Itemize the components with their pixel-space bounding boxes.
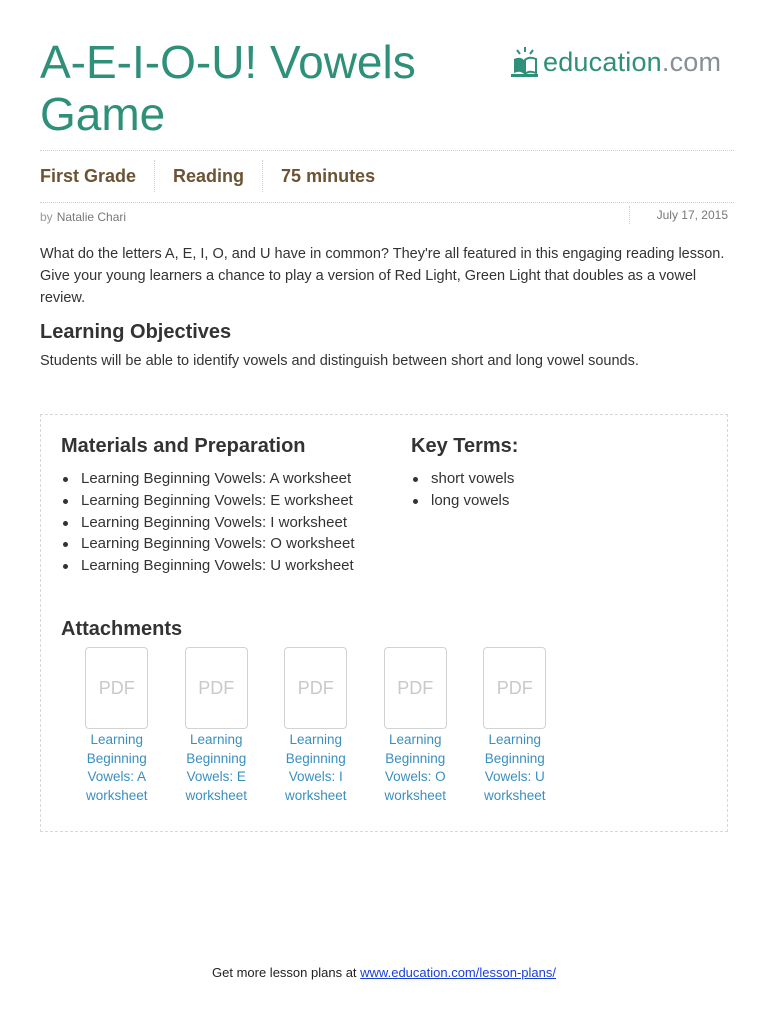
attachment-item[interactable] (465, 647, 565, 805)
attachment-item[interactable] (366, 647, 466, 805)
attachment-link[interactable]: Learning Beginning Vowels: O worksheet (384, 732, 447, 803)
divider (154, 160, 155, 192)
pdf-file-icon[interactable]: PDF (185, 647, 248, 729)
attachment-item[interactable] (67, 647, 167, 805)
materials-heading: Materials and Preparation (61, 435, 306, 457)
divider (40, 202, 734, 203)
by-prefix: by (40, 210, 53, 224)
objectives-text: Students will be able to identify vowels and distinguish between short and long vowel sounds. (40, 353, 639, 369)
pdf-file-icon[interactable]: PDF (284, 647, 347, 729)
materials-box (40, 414, 728, 832)
footer-text: Get more lesson plans at (212, 965, 361, 980)
list-item: short vowels (411, 468, 514, 490)
lesson-meta-bar (40, 160, 375, 192)
pdf-file-icon[interactable]: PDF (483, 647, 546, 729)
bullet-icon (63, 477, 68, 482)
attachment-link[interactable]: Learning Beginning Vowels: U worksheet (483, 732, 546, 803)
intro-paragraph: What do the letters A, E, I, O, and U have in common? They're all featured in this engaging reading lesson. Give your young learners a chance to play a version of Red Light, Green Light that doubles as a vowel review. (40, 246, 725, 306)
key-terms-heading: Key Terms: (411, 435, 519, 457)
author-name: Natalie Chari (56, 210, 127, 224)
lesson-plans-link[interactable]: www.education.com/lesson-plans/ (360, 965, 556, 980)
list-item: Learning Beginning Vowels: A worksheet (61, 468, 355, 490)
list-item: Learning Beginning Vowels: I worksheet (61, 512, 355, 534)
pdf-file-icon[interactable]: PDF (85, 647, 148, 729)
attachment-item[interactable] (266, 647, 366, 805)
list-item: Learning Beginning Vowels: O worksheet (61, 533, 355, 555)
bullet-icon (63, 564, 68, 569)
bullet-icon (63, 499, 68, 504)
open-book-lightbulb-icon (508, 43, 542, 81)
attachment-link[interactable]: Learning Beginning Vowels: I worksheet (284, 732, 347, 803)
logo-wordmark: education.com (543, 46, 722, 77)
grade-label: First Grade (40, 165, 137, 186)
attachment-link[interactable]: Learning Beginning Vowels: E worksheet (185, 732, 248, 803)
divider (262, 160, 263, 192)
bullet-icon (63, 542, 68, 547)
bullet-icon (413, 499, 418, 504)
education-logo[interactable] (508, 42, 730, 82)
divider (40, 150, 734, 151)
divider (629, 206, 630, 224)
attachment-link[interactable]: Learning Beginning Vowels: A worksheet (85, 732, 148, 803)
page-title: A-E-I-O-U! Vowels Game (40, 36, 416, 140)
footer (0, 965, 768, 980)
key-terms-list (411, 468, 514, 512)
duration-label: 75 minutes (281, 165, 376, 186)
list-item: long vowels (411, 490, 514, 512)
publish-date: July 17, 2015 (656, 208, 728, 222)
pdf-file-icon[interactable]: PDF (384, 647, 447, 729)
subject-label: Reading (173, 165, 245, 186)
materials-list (61, 468, 355, 577)
bullet-icon (413, 477, 418, 482)
byline (40, 210, 126, 224)
objectives-heading: Learning Objectives (40, 321, 232, 343)
list-item: Learning Beginning Vowels: U worksheet (61, 555, 355, 577)
attachments-list (67, 647, 565, 805)
attachments-heading: Attachments (61, 618, 183, 640)
attachment-item[interactable] (167, 647, 267, 805)
bullet-icon (63, 521, 68, 526)
list-item: Learning Beginning Vowels: E worksheet (61, 490, 355, 512)
